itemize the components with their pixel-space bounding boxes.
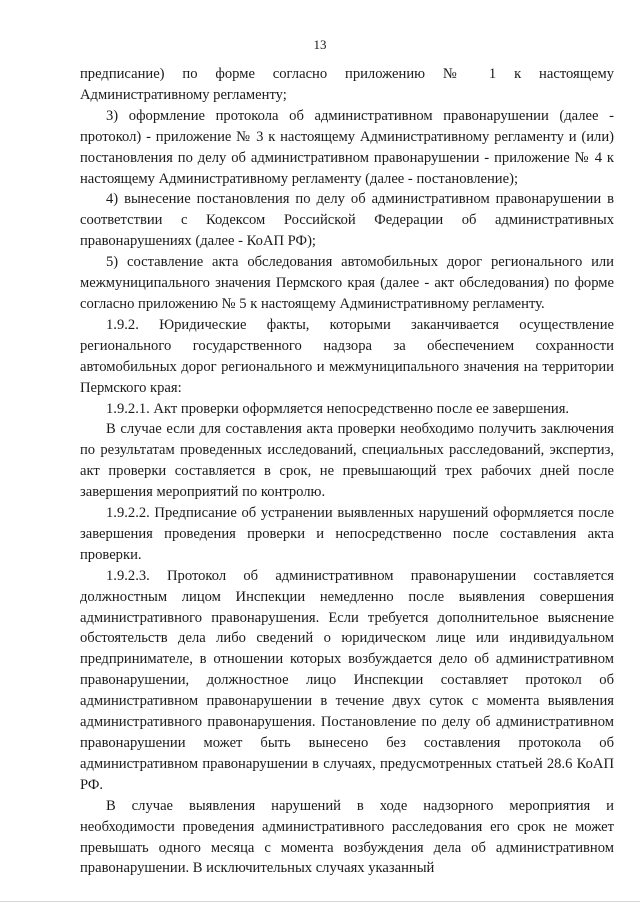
paragraph: 1.9.2.2. Предписание об устранении выявленных нарушений оформляется после завершения проведения проверки и непосредственно после составления акта проверки.	[80, 505, 614, 563]
paragraph: 5) составление акта обследования автомобильных дорог регионального или межмуниципального значения Пермского края (далее - акт обследования) по форме согласно приложению № 5 к настоящему Административному регламенту.	[80, 254, 614, 312]
paragraph: В случае выявления нарушений в ходе надзорного мероприятия и необходимости проведения административного расследования его срок не может превышать одного месяца с момента возбуждения дела об административном правонарушении. В исключительных случаях указанный	[80, 797, 614, 877]
paragraph: 3) оформление протокола об административном правонарушении (далее - протокол) - приложение № 3 к настоящему Административному регламенту и (или) постановления по делу об административном правонарушении - приложение № 4 к настоящему Административному регламенту (далее - постановление);	[80, 107, 614, 187]
document-body	[80, 64, 614, 879]
page-bottom-edge	[0, 901, 640, 902]
paragraph: 1.9.2.3. Протокол об административном правонарушении составляется должностным лицом Инспекции немедленно после выявления совершения административного правонарушения. Если требуется дополнительное выяснение обстоятельств дела либо сведений о юридическом лице или индивидуальном предпринимателе, в отношении которых возбуждается дело об административном правонарушении, должностное лицо Инспекции составляет протокол об административном правонарушении в течение двух суток с момента выявления административного правонарушения. Постановление по делу об административном правонарушении может быть вынесено без составления протокола об административном правонарушении в случаях, предусмотренных статьей 28.6 КоАП РФ.	[80, 567, 614, 793]
paragraph: 1.9.2. Юридические факты, которыми заканчивается осуществление регионального государственного надзора за обеспечением сохранности автомобильных дорог регионального и межмуниципального значения на территории Пермского края:	[80, 316, 614, 396]
paragraph: В случае если для составления акта проверки необходимо получить заключения по результатам проведенных исследований, специальных расследований, экспертиз, акт проверки составляется в срок, не превышающий трех рабочих дней после завершения мероприятий по контролю.	[80, 421, 614, 501]
paragraph: 1.9.2.1. Акт проверки оформляется непосредственно после ее завершения.	[106, 400, 570, 417]
paragraph: предписание) по форме согласно приложению № 1 к настоящему Административному регламенту;	[80, 66, 614, 103]
paragraph: 4) вынесение постановления по делу об административном правонарушении в соответствии с Кодексом Российской Федерации об административных правонарушениях (далее - КоАП РФ);	[80, 191, 614, 250]
page-number: 13	[313, 37, 327, 52]
